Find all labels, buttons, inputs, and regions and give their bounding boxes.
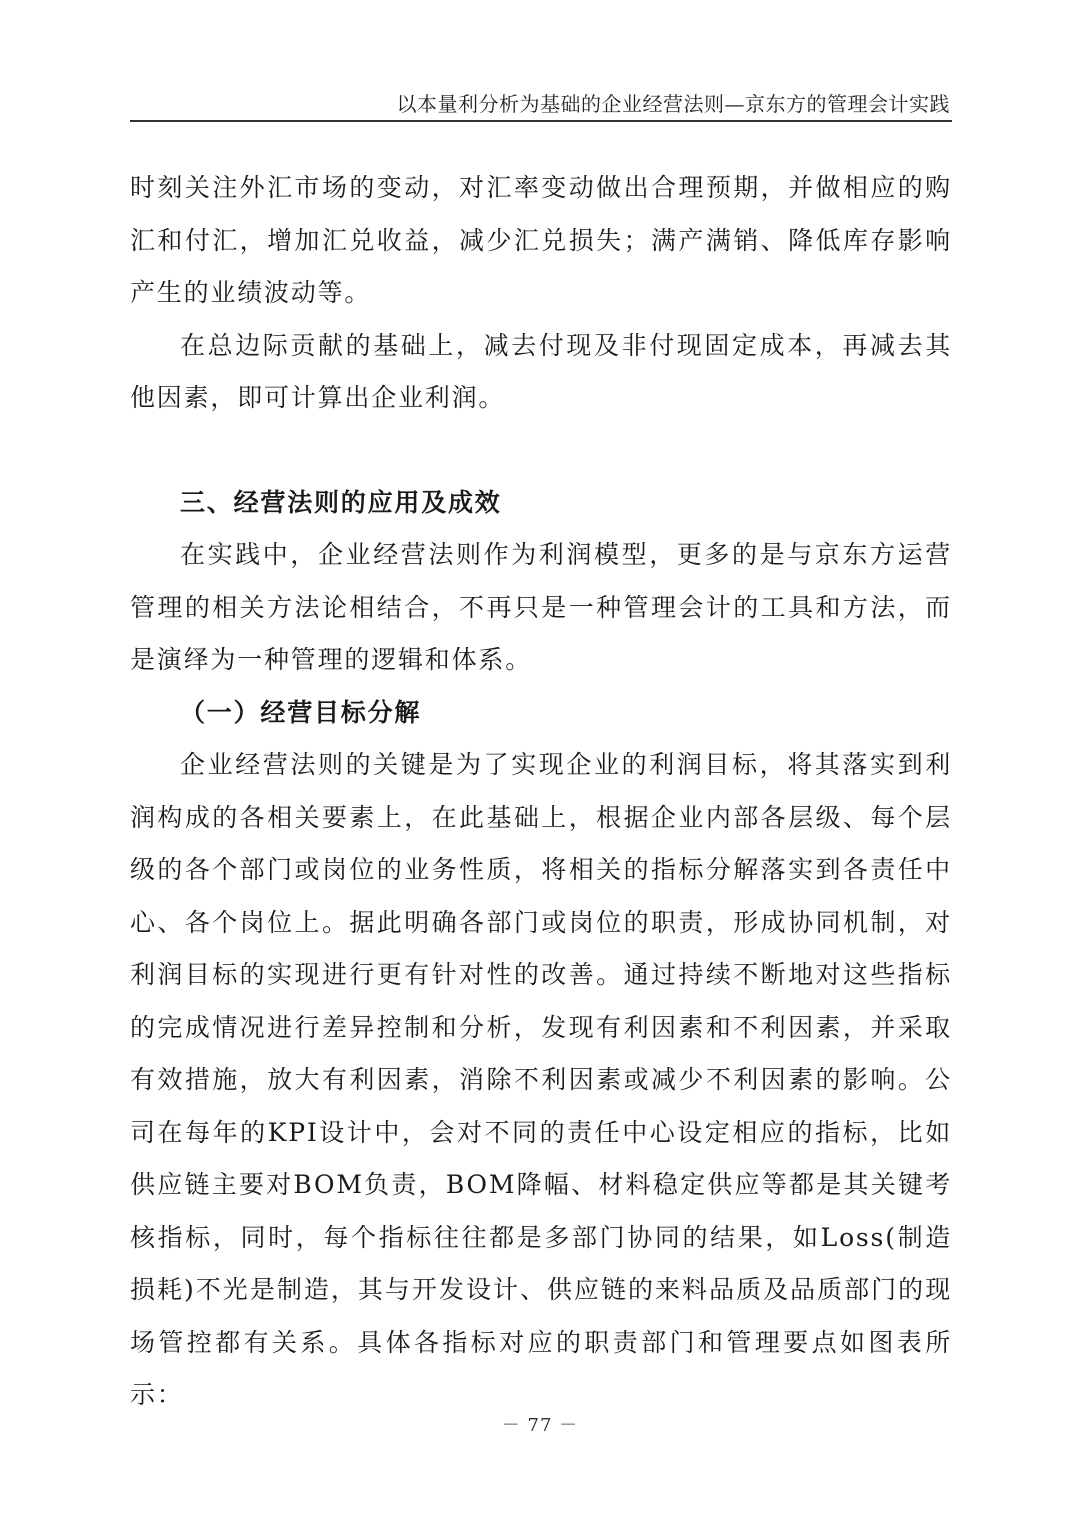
page-number: － 77 － bbox=[501, 1415, 579, 1436]
paragraph-profit-calculation: 在总边际贡献的基础上，减去付现及非付现固定成本，再减去其他因素，即可计算出企业利润。 bbox=[130, 330, 952, 412]
paragraph-practice: 在实践中，企业经营法则作为利润模型，更多的是与京东方运营管理的相关方法论相结合，不再只是一种管理会计的工具和方法，而是演绎为一种管理的逻辑和体系。 bbox=[130, 540, 952, 674]
paragraph-fx-continuation: 时刻关注外汇市场的变动，对汇率变动做出合理预期，并做相应的购汇和付汇，增加汇兑收益，减少汇兑损失；满产满销、降低库存影响产生的业绩波动等。 bbox=[130, 173, 952, 307]
running-header: 以本量利分析为基础的企业经营法则—京东方的管理会计实践 bbox=[396, 92, 950, 116]
section-heading: 三、经营法则的应用及成效 bbox=[180, 487, 502, 517]
body-text bbox=[130, 162, 952, 1422]
header-rule bbox=[130, 120, 952, 122]
sub-heading: （一）经营目标分解 bbox=[180, 697, 422, 727]
paragraph-target-decomposition: 企业经营法则的关键是为了实现企业的利润目标，将其落实到利润构成的各相关要素上，在此基础上，根据企业内部各层级、每个层级的各个部门或岗位的业务性质，将相关的指标分解落实到各责任中心、各个岗位上。据此明确各部门或岗位的职责，形成协同机制，对利润目标的实现进行更有针对性的改善。通过持续不断地对这些指标的完成情况进行差异控制和分析，发现有利因素和不利因素，并采取有效措施，放大有利因素，消除不利因素或减少不利因素的影响。公司在每年的KPI设计中，会对不同的责任中心设定相应的指标，比如供应链主要对BOM负责，BOM降幅、材料稳定供应等都是其关键考核指标，同时，每个指标往往都是多部门协同的结果，如Loss(制造损耗)不光是制造，其与开发设计、供应链的来料品质及品质部门的现场管控都有关系。具体各指标对应的职责部门和管理要点如图表所示： bbox=[130, 750, 952, 1409]
